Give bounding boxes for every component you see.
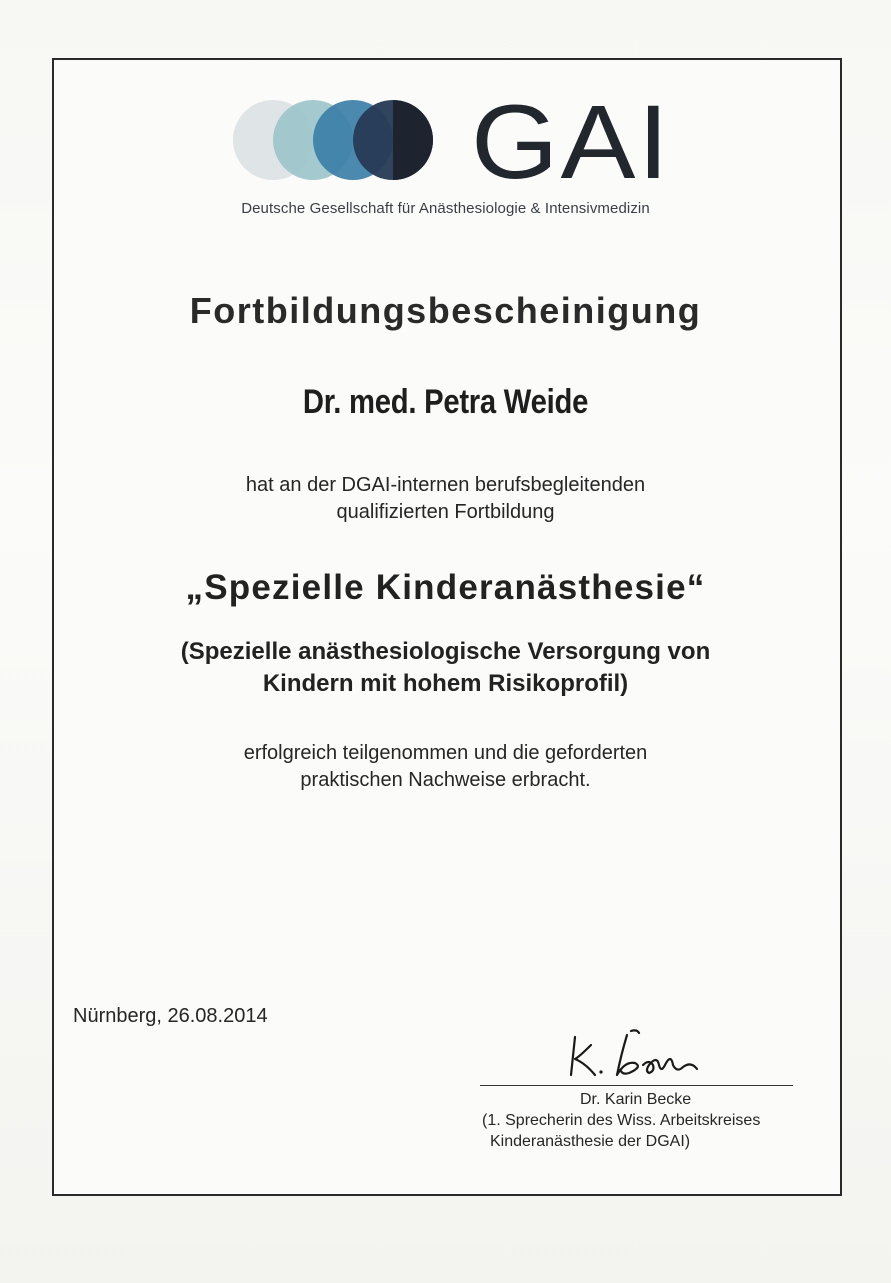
course-subtitle-line-1: (Spezielle anästhesiologische Versorgung von — [180, 638, 711, 665]
logo-d-shape — [393, 100, 433, 180]
intro-line-1: hat an der DGAI-internen berufsbegleitenden — [245, 474, 646, 496]
handwritten-signature — [565, 1025, 715, 1083]
result-line-1: erfolgreich teilgenommen und die geforderten — [243, 742, 648, 764]
course-subtitle — [0, 636, 891, 700]
recipient-name: Dr. med. Petra Weide — [302, 383, 589, 421]
logo-wordmark: GAI — [471, 95, 671, 185]
result-text — [0, 740, 891, 794]
logo-subtitle: Deutsche Gesellschaft für Anästhesiologie & Intensivmedizin — [241, 200, 650, 217]
intro-line-2: qualifizierten Fortbildung — [336, 501, 555, 523]
signer-role-line-2: Kinderanästhesie der DGAI) — [490, 1133, 691, 1150]
course-title: „Spezielle Kinderanästhesie“ — [185, 568, 706, 607]
dgai-logo — [233, 95, 673, 185]
signature-line — [480, 1085, 793, 1086]
result-line-2: praktischen Nachweise erbracht. — [300, 769, 591, 791]
signer-name: Dr. Karin Becke — [580, 1091, 692, 1108]
signer-role-line-1: (1. Sprecherin des Wiss. Arbeitskreises — [482, 1112, 761, 1129]
place-date: Nürnberg, 26.08.2014 — [73, 1005, 268, 1027]
intro-text — [0, 472, 891, 526]
course-subtitle-line-2: Kindern mit hohem Risikoprofil) — [262, 670, 629, 697]
certificate-title: Fortbildungsbescheinigung — [189, 290, 702, 331]
